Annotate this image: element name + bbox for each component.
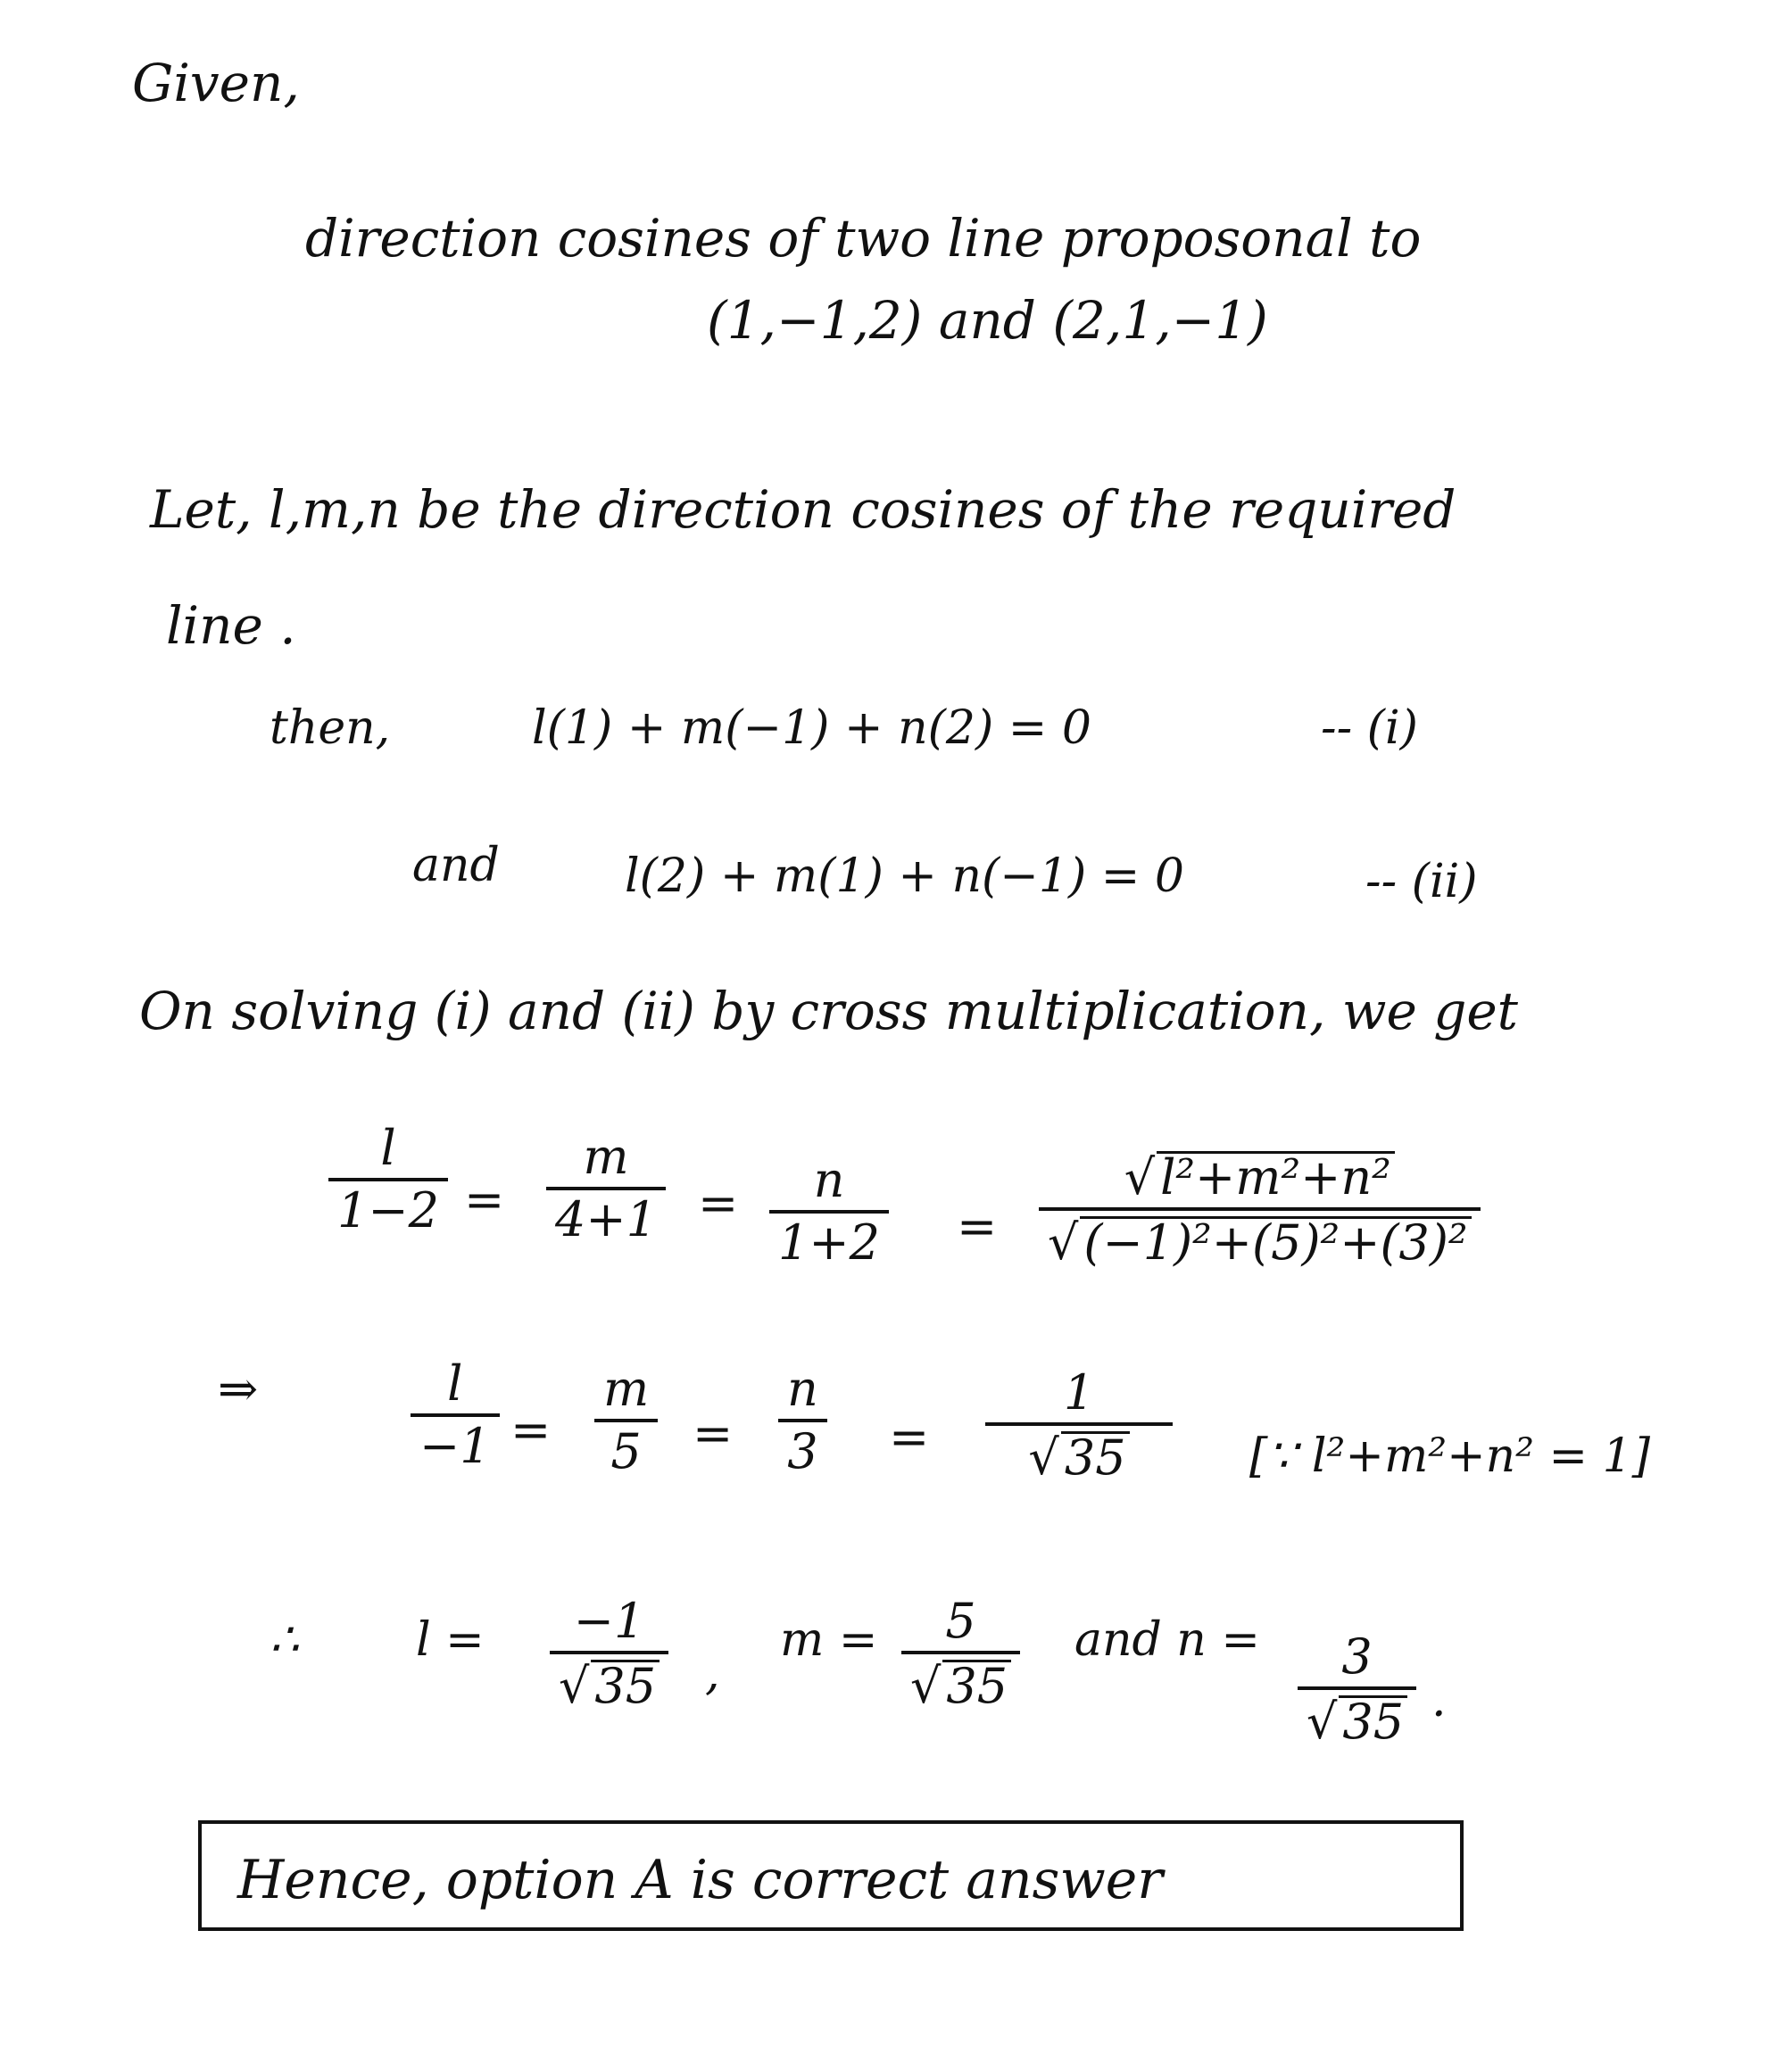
ratio1-norm-numerator-radicand: l²+m²+n²: [1157, 1151, 1395, 1202]
ratio1-l-numerator: l: [380, 1120, 396, 1176]
equals-sign: =: [464, 1172, 505, 1228]
ratio1-n-denominator: 1+2: [778, 1214, 880, 1271]
ratio1-n-numerator: n: [813, 1152, 845, 1208]
result-n-numerator: 3: [1341, 1628, 1373, 1685]
equation-2-tag: -- (ii): [1365, 855, 1478, 908]
ratio2-norm-denominator-radicand: 35: [1061, 1431, 1130, 1482]
given-label: Given,: [132, 53, 300, 113]
equals-sign: =: [510, 1402, 552, 1458]
result-m-radicand: 35: [942, 1660, 1011, 1711]
result-m-denominator: √ 35: [901, 1660, 1020, 1711]
let-line-1: Let, l,m,n be the direction cosines of the required: [150, 479, 1456, 540]
equals-sign: =: [889, 1409, 930, 1465]
ratio1-fraction-m: [546, 1129, 666, 1247]
ratio2-l-denominator: −1: [419, 1418, 491, 1474]
answer-text: Hence, option A is correct answer: [237, 1849, 1163, 1911]
equation-2: l(2) + m(1) + n(−1) = 0: [625, 849, 1184, 903]
ratio1-l-denominator: 1−2: [337, 1182, 439, 1239]
ratio1-fraction-n: [769, 1152, 889, 1271]
equals-sign: =: [957, 1198, 998, 1255]
statement-line-2: (1,−1,2) and (2,1,−1): [707, 290, 1268, 351]
equation-1-tag: -- (i): [1321, 701, 1418, 755]
ratio1-m-numerator: m: [583, 1129, 629, 1185]
ratio2-fraction-l: [411, 1355, 500, 1474]
ratio1-fraction-l: [328, 1120, 448, 1239]
ratio2-n-denominator: 3: [787, 1423, 818, 1479]
therefore-symbol: ∴: [270, 1613, 300, 1667]
equation-1: l(1) + m(−1) + n(2) = 0: [532, 701, 1091, 755]
ratio1-norm-denominator: √ (−1)²+(5)²+(3)²: [1039, 1216, 1481, 1267]
ratio2-fraction-norm: [985, 1364, 1173, 1486]
ratio2-note: [∵ l²+m²+n² = 1]: [1249, 1429, 1651, 1483]
ratio2-n-numerator: n: [787, 1361, 818, 1417]
ratio2-l-numerator: l: [447, 1355, 463, 1412]
result-comma: ,: [705, 1647, 720, 1701]
then-label: then,: [270, 701, 391, 755]
answer-box: [198, 1820, 1464, 1931]
ratio1-norm-denominator-radicand: (−1)²+(5)²+(3)²: [1080, 1216, 1471, 1267]
result-m-numerator: 5: [945, 1593, 976, 1649]
ratio2-norm-numerator: 1: [1063, 1364, 1095, 1421]
ratio2-fraction-n: [778, 1361, 827, 1479]
result-m-label: m =: [780, 1613, 878, 1667]
result-l-radicand: 35: [591, 1660, 660, 1711]
ratio1-m-denominator: 4+1: [555, 1191, 657, 1247]
result-m-fraction: [901, 1593, 1020, 1714]
ratio1-norm-numerator: √ l²+m²+n²: [1116, 1151, 1404, 1202]
ratio2-m-numerator: m: [603, 1361, 650, 1417]
result-l-label: l =: [416, 1613, 485, 1667]
ratio1-fraction-norm: [1039, 1149, 1481, 1271]
let-line-2: line .: [166, 595, 296, 656]
result-l-fraction: [550, 1593, 668, 1714]
result-l-numerator: −1: [573, 1593, 645, 1649]
equals-sign: =: [693, 1405, 734, 1462]
ratio2-m-denominator: 5: [610, 1423, 642, 1479]
result-n-denominator: √ 35: [1298, 1695, 1416, 1746]
result-n-fraction: [1298, 1628, 1416, 1750]
ratio2-fraction-m: [594, 1361, 658, 1479]
result-l-denominator: √ 35: [550, 1660, 668, 1711]
result-n-radicand: 35: [1339, 1695, 1407, 1746]
implies-arrow: ⇒: [218, 1361, 259, 1417]
equals-sign: =: [698, 1175, 739, 1231]
solving-text: On solving (i) and (ii) by cross multiplication, we get: [139, 981, 1518, 1041]
result-period: .: [1431, 1674, 1447, 1727]
ratio2-norm-denominator: √ 35: [1019, 1431, 1138, 1482]
and-label: and: [412, 839, 500, 892]
result-and-n-label: and n =: [1074, 1613, 1260, 1667]
statement-line-1: direction cosines of two line proposonal to: [305, 208, 1422, 269]
